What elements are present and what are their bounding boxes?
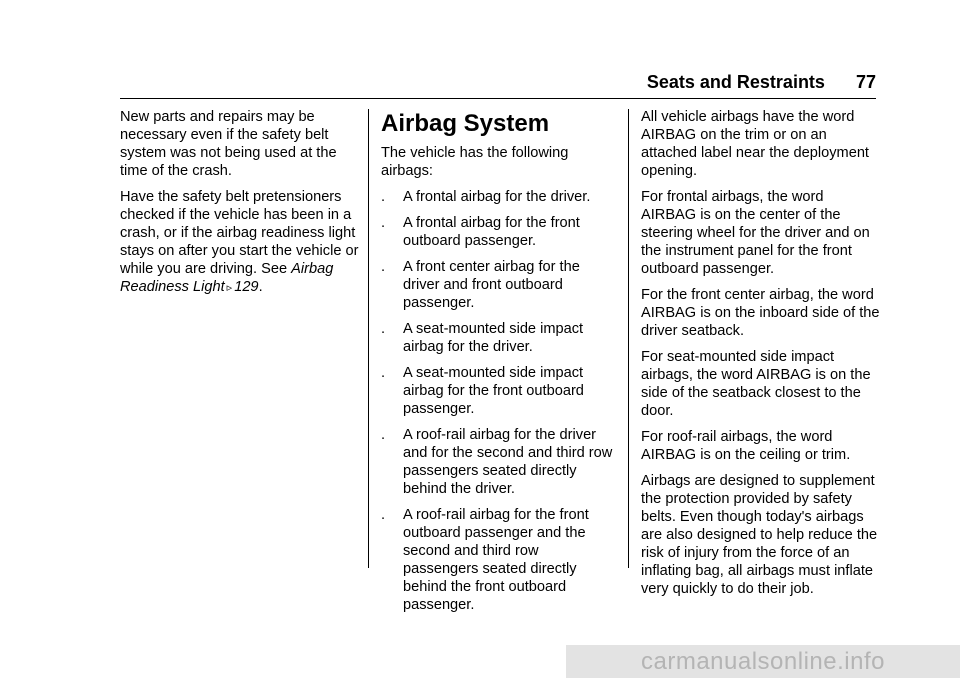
paragraph: For frontal airbags, the word AIRBAG is on the center of the steering wheel for the driver and on the instrument panel for the front outboard passenger. xyxy=(641,189,870,277)
sentence-end: . xyxy=(258,279,263,295)
list-item xyxy=(381,188,617,206)
bullet: . xyxy=(381,321,386,337)
list-item-text: A frontal airbag for the driver. xyxy=(403,189,591,205)
list-item-text: A roof-rail airbag for the front outboard passenger and the second and third row passengers seated directly behind the front outboard passenger. xyxy=(403,507,589,613)
paragraph xyxy=(120,188,360,297)
paragraph: For the front center airbag, the word AIRBAG is on the inboard side of the driver seatback. xyxy=(641,287,880,339)
page-number: 77 xyxy=(855,72,876,92)
paragraph: For seat-mounted side impact airbags, the word AIRBAG is on the side of the seatback closest to the door. xyxy=(641,349,871,419)
cross-reference-link[interactable]: Airbag Readiness Light xyxy=(120,261,334,295)
watermark: carmanualsonline.info xyxy=(566,645,960,678)
paragraph: New parts and repairs may be necessary even if the safety belt system was not being used at the time of the crash. xyxy=(120,109,337,179)
list-item xyxy=(381,364,617,418)
list-item-text: A seat-mounted side impact airbag for the driver. xyxy=(403,321,584,355)
list-item xyxy=(381,258,617,312)
list-item xyxy=(381,320,617,356)
list-item xyxy=(381,506,617,614)
section-title: Seats and Restraints xyxy=(646,72,825,92)
column-divider-1 xyxy=(368,109,369,568)
list-item-text: A seat-mounted side impact airbag for the front outboard passenger. xyxy=(403,365,584,417)
bullet: . xyxy=(381,365,386,381)
list-item xyxy=(381,214,617,250)
list-item-text: A frontal airbag for the front outboard passenger. xyxy=(403,215,580,249)
reference-page-number[interactable]: 129 xyxy=(234,279,259,295)
section-heading: Airbag System xyxy=(381,110,550,137)
column-3 xyxy=(641,108,881,606)
page-header xyxy=(600,72,876,93)
list-item-text: A roof-rail airbag for the driver and for the second and third row passengers seated directly behind the driver. xyxy=(403,427,613,497)
column-divider-2 xyxy=(628,109,629,568)
paragraph: All vehicle airbags have the word AIRBAG on the trim or on an attached label near the deployment opening. xyxy=(641,109,869,179)
bullet: . xyxy=(381,189,386,205)
header-rule xyxy=(120,98,876,99)
bullet: . xyxy=(381,215,386,231)
airbag-list xyxy=(381,188,617,614)
paragraph-text: Have the safety belt pretensioners checked if the vehicle has been in a crash, or if the airbag readiness light stays on after you start the vehicle or while you are driving. See xyxy=(120,189,359,277)
list-item xyxy=(381,426,617,498)
arrow-reference-icon: ▹ xyxy=(226,282,233,294)
column-2 xyxy=(381,108,617,622)
intro-paragraph: The vehicle has the following airbags: xyxy=(381,145,569,179)
column-1 xyxy=(120,108,360,305)
bullet: . xyxy=(381,259,386,275)
bullet: . xyxy=(381,427,386,443)
list-item-text: A front center airbag for the driver and front outboard passenger. xyxy=(403,259,580,311)
paragraph: Airbags are designed to supplement the protection provided by safety belts. Even though today's airbags are also designed to help reduce the risk of injury from the force of an inflating bag, all airbags must inflate very quickly to do their job. xyxy=(641,473,878,597)
bullet: . xyxy=(381,507,386,523)
paragraph: For roof-rail airbags, the word AIRBAG is on the ceiling or trim. xyxy=(641,429,851,463)
